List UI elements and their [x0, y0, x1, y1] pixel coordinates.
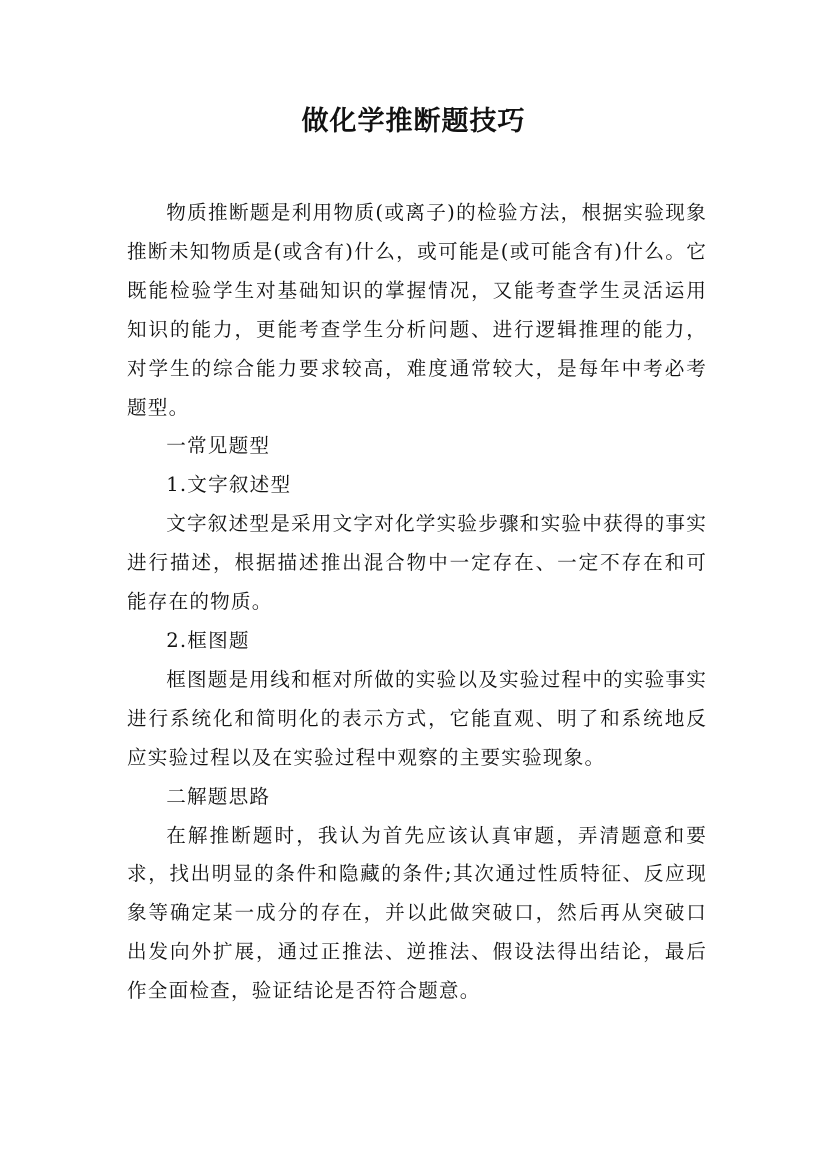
solving-approach-paragraph: 在解推断题时，我认为首先应该认真审题，弄清题意和要求，找出明显的条件和隐藏的条件;其次通过性质特征、反应现象等确定某一成分的存在，并以此做突破口，然后再从突破口出发向外扩展，通过正推法、逆推法、假设法得出结论，最后作全面检查，验证结论是否符合题意。 — [127, 823, 707, 1003]
text-description-paragraph: 文字叙述型是采用文字对化学实验步骤和实验中获得的事实进行描述，根据描述推出混合物中一定存在、一定不存在和可能存在的物质。 — [127, 512, 707, 614]
subsection-heading-flowchart: 2.框图题 — [166, 628, 250, 652]
subsection-heading-text-description: 1.文字叙述型 — [166, 473, 292, 497]
flowchart-paragraph: 框图题是用线和框对所做的实验以及实验过程中的实验事实进行系统化和简明化的表示方式，它能直观、明了和系统地反应实验过程以及在实验过程中观察的主要实验现象。 — [127, 667, 707, 769]
document-title: 做化学推断题技巧 — [301, 106, 526, 137]
intro-paragraph: 物质推断题是利用物质(或离子)的检验方法，根据实验现象推断未知物质是(或含有)什么，或可能是(或可能含有)什么。它既能检验学生对基础知识的掌握情况，又能考查学生灵活运用知识的能力，更能考查学生分析问题、进行逻辑推理的能力，对学生的综合能力要求较高，难度通常较大，是每年中考必考题型。 — [127, 201, 707, 419]
section-heading-solving-approach: 二解题思路 — [166, 784, 271, 808]
section-heading-common-types: 一常见题型 — [166, 434, 271, 458]
document-body — [127, 194, 707, 1011]
